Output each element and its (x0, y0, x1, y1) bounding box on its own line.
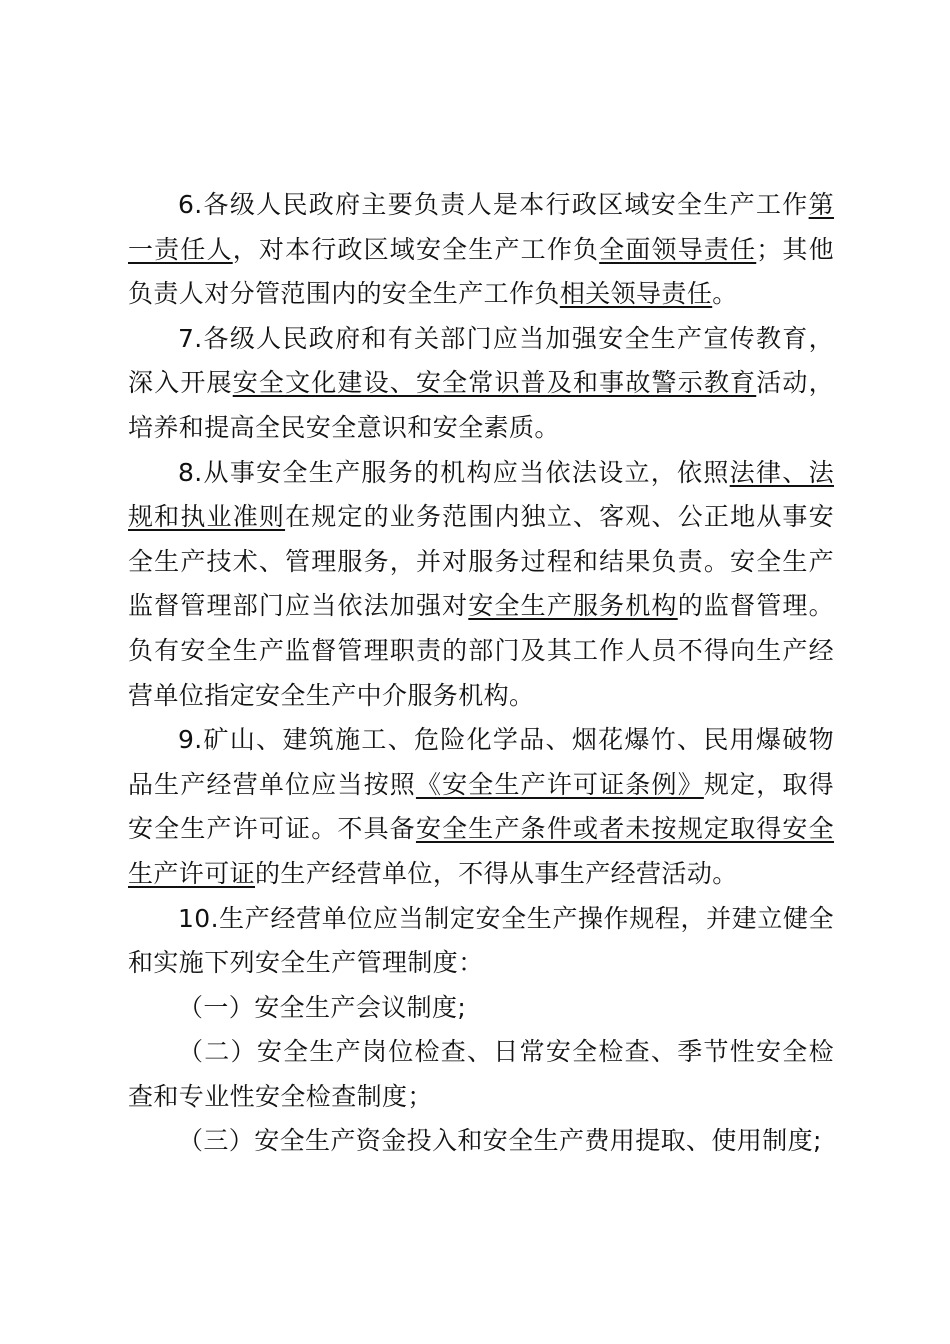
list-item-1: （一）安全生产会议制度; (178, 992, 467, 1022)
document-page (128, 183, 834, 1164)
paragraph-6 (128, 183, 834, 317)
p9-underlined-2: 安全生产条件或者未按规定取得安全生产许可证 (128, 814, 835, 888)
p7-text-1: 7.各级人民政府和有关部门应当加强安全生产宣传教育，深入开展 (128, 323, 834, 398)
list-item-3: （三）安全生产资金投入和安全生产费用提取、使用制度; (178, 1126, 822, 1156)
p8-text-3: 的监督管理。负有安全生产监督管理职责的部门及其工作人员不得向生产经营单位指定安全生产中介服务机构。 (128, 591, 835, 710)
p8-text-1: 8.从事安全生产服务的机构应当依法设立，依照 (178, 457, 730, 487)
p6-underlined-2: 全面领导责任 (599, 234, 757, 264)
p6-underlined-3: 相关领导责任 (559, 279, 713, 309)
paragraph-10: 10.生产经营单位应当制定安全生产操作规程，并建立健全和实施下列安全生产管理制度： (128, 903, 834, 978)
paragraph-8 (128, 451, 834, 719)
p8-underlined-1: 法律、法规和执业准则 (128, 457, 834, 532)
p6-text-1: 6.各级人民政府主要负责人是本行政区域安全生产工作 (178, 190, 809, 219)
p6-text-2: ，对本行政区域安全生产工作负 (232, 234, 600, 264)
p9-underlined-1: 《安全生产许可证条例》 (415, 769, 704, 799)
p6-underlined-1: 第一责任人 (128, 190, 834, 264)
p7-text-2: 活动，培养和提高全民安全意识和安全素质。 (128, 368, 835, 442)
p7-underlined-1: 安全文化建设、安全常识普及和事故警示教育 (232, 368, 757, 398)
p8-underlined-2: 安全生产服务机构 (468, 591, 678, 621)
p8-text-2: 在规定的业务范围内独立、客观、公正地从事安全生产技术、管理服务，并对服务过程和结果负责。安全生产监督管理部门应当依法加强对 (128, 502, 834, 621)
list-item-2: （二）安全生产岗位检查、日常安全检查、季节性安全检查和专业性安全检查制度； (128, 1037, 834, 1111)
p9-text-1: 9.矿山、建筑施工、危险化学品、烟花爆竹、民用爆破物品生产经营单位应当按照 (128, 725, 834, 799)
p9-text-2: 规定，取得安全生产许可证。不具备 (128, 769, 834, 844)
paragraph-7 (128, 317, 834, 451)
p9-text-3: 的生产经营单位，不得从事生产经营活动。 (255, 858, 738, 888)
p6-text-3: ；其他负责人对分管范围内的安全生产工作负 (128, 234, 835, 309)
p6-text-4: 。 (712, 279, 738, 309)
paragraph-9 (128, 718, 834, 896)
